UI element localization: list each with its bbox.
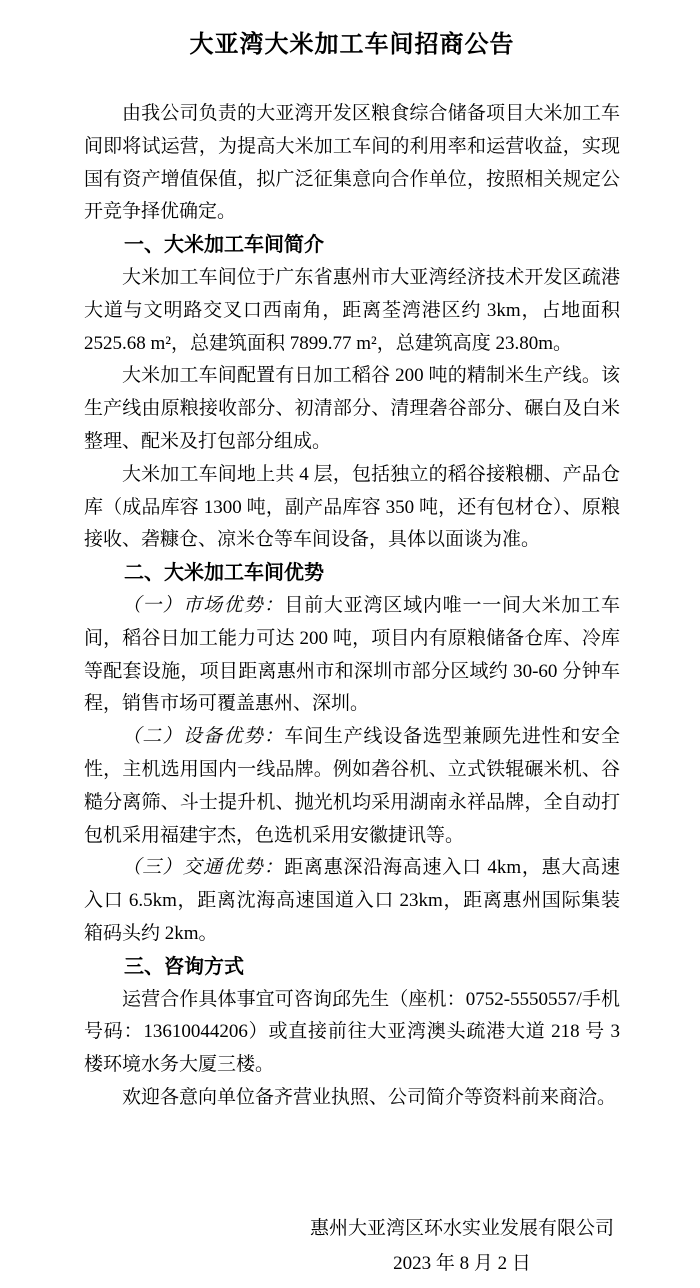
document-body xyxy=(84,98,620,1115)
paragraph-contact: 运营合作具体事宜可咨询邱先生（座机：0752-5550557/手机号码：13610044206）或直接前往大亚湾澳头疏港大道 218 号 3 楼环境水务大厦三楼。 xyxy=(84,988,620,1076)
section-heading-3: 三、咨询方式 xyxy=(124,955,244,978)
signature-date: 2023 年 8 月 2 日 xyxy=(393,1252,531,1274)
text-traffic-advantage: 距离惠深沿海高速入口 4km，惠大高速入口 6.5km，距离沈海高速国道入口 23km，距离惠州国际集装箱码头约 2km。 xyxy=(84,857,620,944)
paragraph-traffic-advantage xyxy=(84,852,620,950)
paragraph-market-advantage xyxy=(84,590,620,721)
section-heading-2: 二、大米加工车间优势 xyxy=(124,562,324,585)
label-traffic-advantage: （三）交通优势： xyxy=(122,857,285,879)
paragraph-equipment-advantage xyxy=(84,721,620,852)
section-heading-1: 一、大米加工车间简介 xyxy=(124,234,324,257)
paragraph-location: 大米加工车间位于广东省惠州市大亚湾经济技术开发区疏港大道与文明路交叉口西南角，距离荃湾港区约 3km，占地面积 2525.68 m²，总建筑面积 7899.77 m²，总建筑高度 23.80m。 xyxy=(84,266,620,354)
document-footer xyxy=(84,1211,620,1281)
document-title: 大亚湾大米加工车间招商公告 xyxy=(189,32,515,58)
paragraph-welcome: 欢迎各意向单位备齐营业执照、公司简介等资料前来商洽。 xyxy=(122,1086,617,1108)
label-market-advantage: （一）市场优势： xyxy=(122,594,285,616)
paragraph-intro: 由我公司负责的大亚湾开发区粮食综合储备项目大米加工车间即将试运营，为提高大米加工车间的利用率和运营收益，实现国有资产增值保值，拟广泛征集意向合作单位，按照相关规定公开竞争择优确定。 xyxy=(84,103,620,223)
text-market-advantage: 目前大亚湾区域内唯一一间大米加工车间，稻谷日加工能力可达 200 吨，项目内有原粮储备仓库、冷库等配套设施，项目距离惠州市和深圳市部分区域约 30-60 分钟车程，销售市场可覆盖惠州、深圳。 xyxy=(84,594,620,715)
paragraph-building: 大米加工车间地上共 4 层，包括独立的稻谷接粮棚、产品仓库（成品库容 1300 吨，副产品库容 350 吨，还有包材仓）、原粮接收、砻糠仓、凉米仓等车间设备，具体以面谈为准。 xyxy=(84,463,620,551)
label-equipment-advantage: （二）设备优势： xyxy=(122,726,285,748)
paragraph-production-line: 大米加工车间配置有日加工稻谷 200 吨的精制米生产线。该生产线由原粮接收部分、初清部分、清理砻谷部分、碾白及白米整理、配米及打包部分组成。 xyxy=(84,365,620,452)
signature-company: 惠州大亚湾区环水实业发展有限公司 xyxy=(309,1217,614,1239)
text-equipment-advantage: 车间生产线设备选型兼顾先进性和安全性，主机选用国内一线品牌。例如砻谷机、立式铁辊碾米机、谷糙分离筛、斗士提升机、抛光机均采用湖南永祥品牌，全自动打包机采用福建宇杰，色选机采用安徽捷讯等。 xyxy=(84,726,620,846)
